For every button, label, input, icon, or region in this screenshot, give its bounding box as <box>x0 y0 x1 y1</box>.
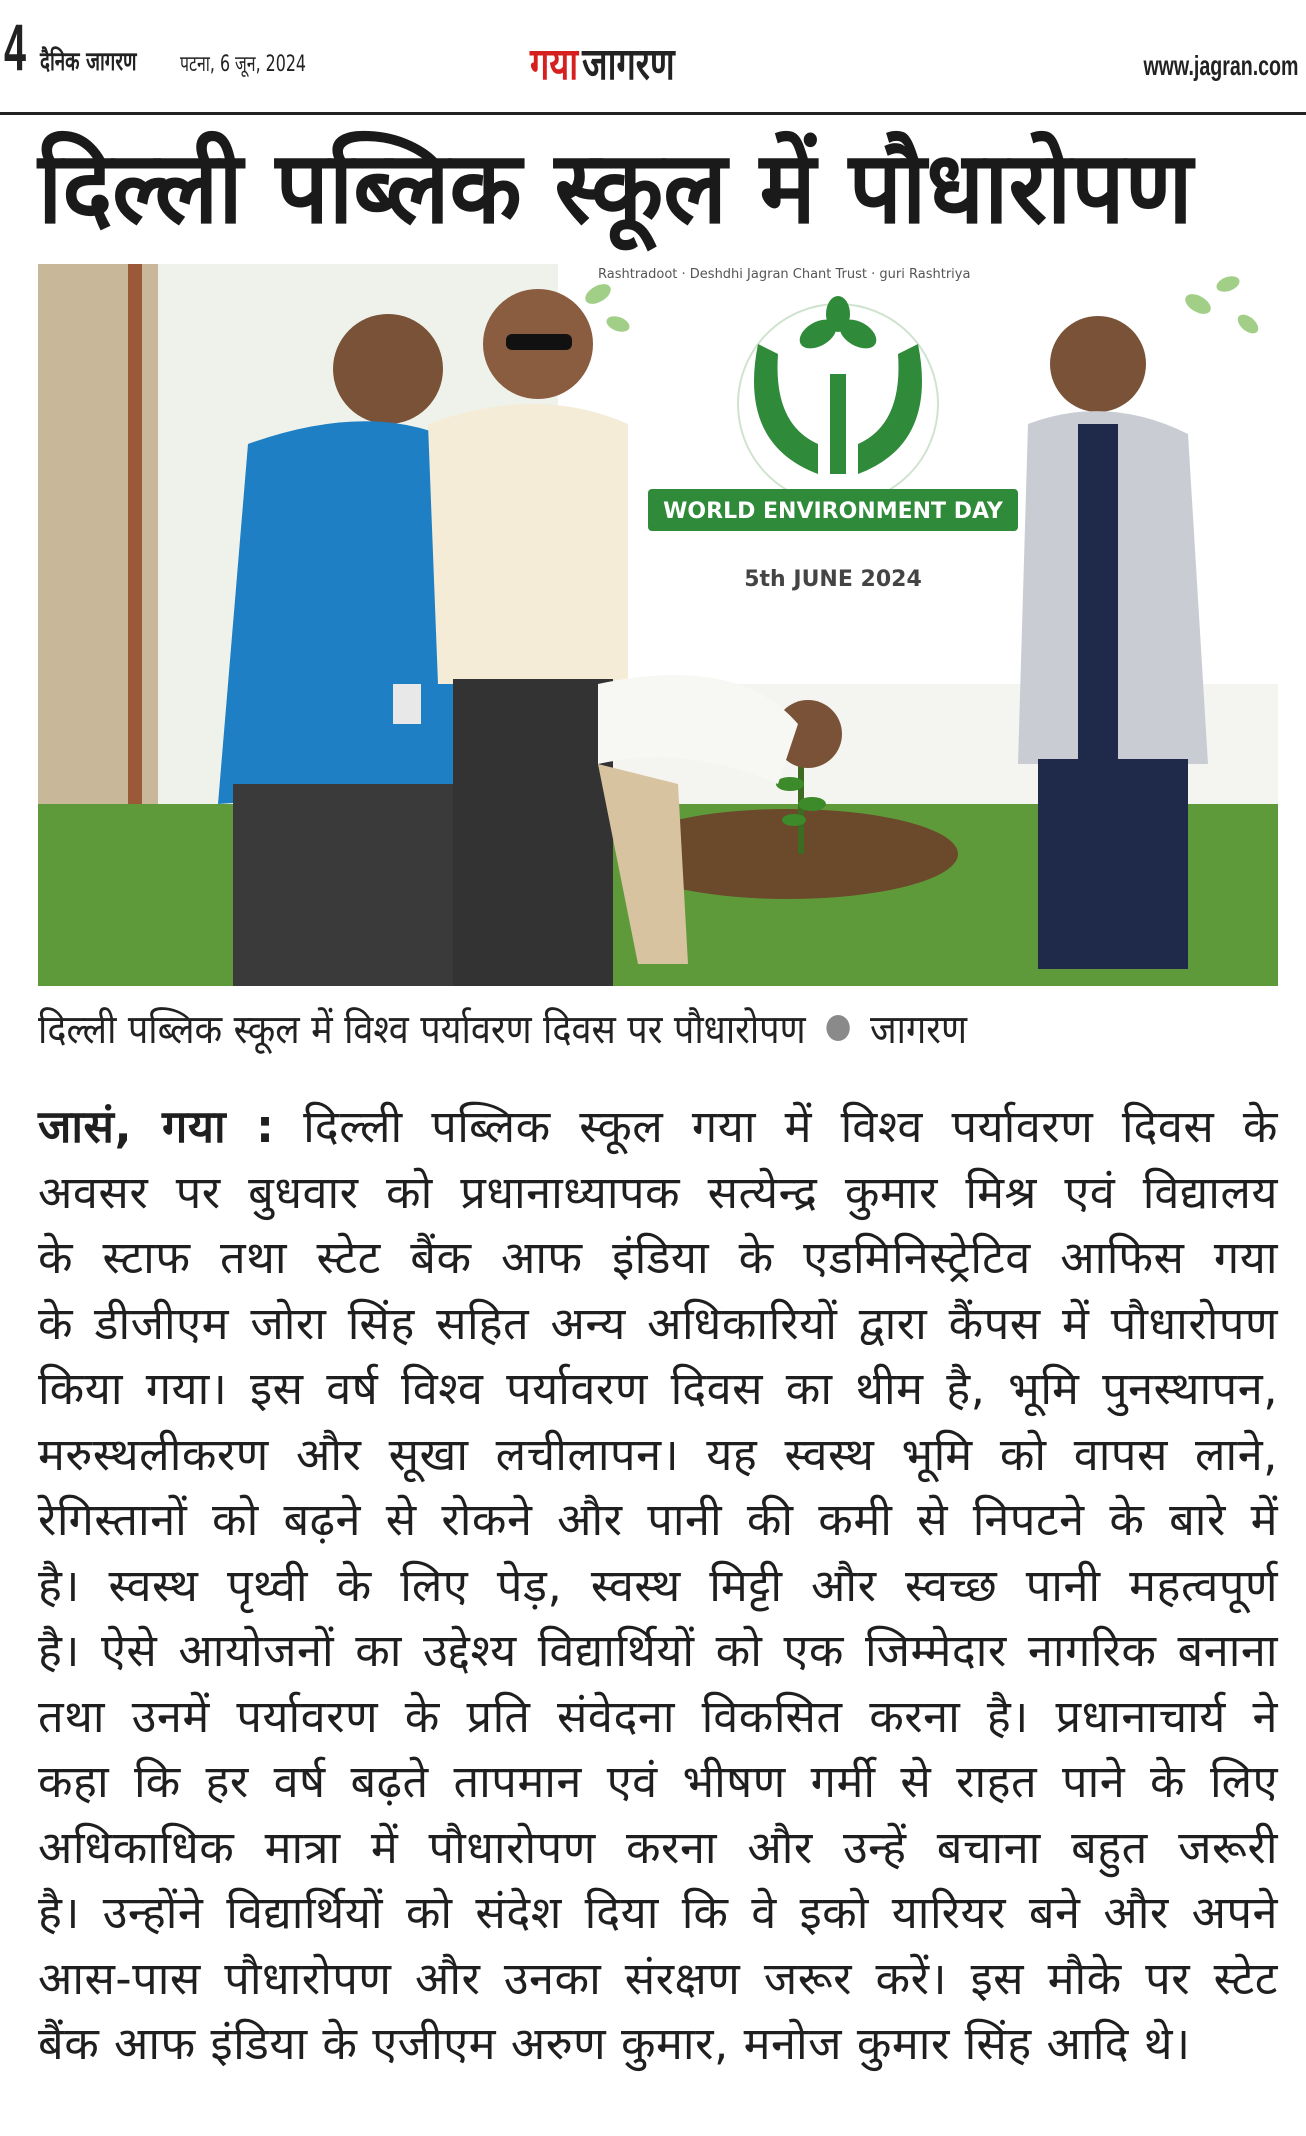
article-line: है। उन्होंने विद्यार्थियों को संदेश दिया कि वे इको यारियर बने और अपने <box>38 1886 1278 1939</box>
news-photo <box>38 264 1278 986</box>
article-line: मरुस्थलीकरण और सूखा लचीलापन। यह स्वस्थ भूमि को वापस लाने, <box>38 1427 1278 1481</box>
banner-ribbon <box>648 489 1018 531</box>
article-line: किया गया। इस वर्ष विश्व पर्यावरण दिवस का थीम है, भूमि पुनस्थापन, <box>38 1362 1278 1415</box>
article-line: के स्टाफ तथा स्टेट बैंक आफ इंडिया के एडमिनिस्ट्रेटिव आफिस गया <box>38 1231 1278 1284</box>
article-line: अवसर पर बुधवार को प्रधानाध्यापक सत्येन्द्र कुमार मिश्र एवं विद्यालय <box>38 1165 1278 1219</box>
edition-date: पटना, 6 जून, 2024 <box>180 52 306 77</box>
website-url: www.jagran.com <box>1142 50 1298 81</box>
article-line: है। ऐसे आयोजनों का उद्देश्य विद्यार्थियों को एक जिम्मेदार नागरिक बनाना <box>38 1624 1278 1677</box>
bullet-dot-icon <box>826 1015 849 1041</box>
dateline: जासं, गया : <box>38 1100 275 1153</box>
section-brand-name: जागरण <box>582 39 675 90</box>
article-line: आस-पास पौधारोपण और उनका संरक्षण जरूर करें। इस मौके पर स्टेट <box>38 1951 1278 2005</box>
article-line: बैंक आफ इंडिया के एजीएम अरुण कुमार, मनोज कुमार सिंह आदि थे। <box>38 2017 1191 2070</box>
caption-credit: जागरण <box>869 1007 968 1053</box>
article-line: अधिकाधिक मात्रा में पौधारोपण करना और उन्हें बचाना बहुत जरूरी <box>38 1820 1278 1874</box>
article-line: जासं, गया : दिल्ली पब्लिक स्कूल गया में विश्व पर्यावरण दिवस के <box>38 1100 1278 1153</box>
article-line: के डीजीएम जोरा सिंह सहित अन्य अधिकारियों द्वारा कैंपस में पौधारोपण <box>38 1296 1278 1350</box>
section-city: गया <box>530 39 579 90</box>
article-line: रेगिस्तानों को बढ़ने से रोकने और पानी की कमी से निपटने के बारे में <box>38 1493 1278 1546</box>
article-line: है। स्वस्थ पृथ्वी के लिए पेड़, स्वस्थ मिट्टी और स्वच्छ पानी महत्वपूर्ण <box>38 1558 1278 1612</box>
paper-name: दैनिक जागरण <box>40 47 137 77</box>
article-body <box>38 1094 1278 2077</box>
photo-illustration <box>38 264 1278 986</box>
photo-caption <box>38 1000 1163 1060</box>
article-line: तथा उनमें पर्यावरण के प्रति संवेदना विकसित करना है। प्रधानाचार्य ने <box>38 1689 1278 1743</box>
banner-date: 5th JUNE 2024 <box>744 567 922 592</box>
banner-title: WORLD ENVIRONMENT DAY <box>663 499 1003 524</box>
article-line: कहा कि हर वर्ष बढ़ते तापमान एवं भीषण गर्मी से राहत पाने के लिए <box>38 1755 1278 1808</box>
banner-small-text: Rashtradoot · Deshdhi Jagran Chant Trust · guri Rashtriya <box>598 267 971 282</box>
section-brand <box>530 32 675 92</box>
page-masthead <box>0 0 1306 115</box>
headline: दिल्ली पब्लिक स्कूल में पौधारोपण <box>38 129 1193 246</box>
page-number: 4 <box>4 10 27 84</box>
caption-text: दिल्ली पब्लिक स्कूल में विश्व पर्यावरण दिवस पर पौधारोपण <box>38 1007 806 1053</box>
